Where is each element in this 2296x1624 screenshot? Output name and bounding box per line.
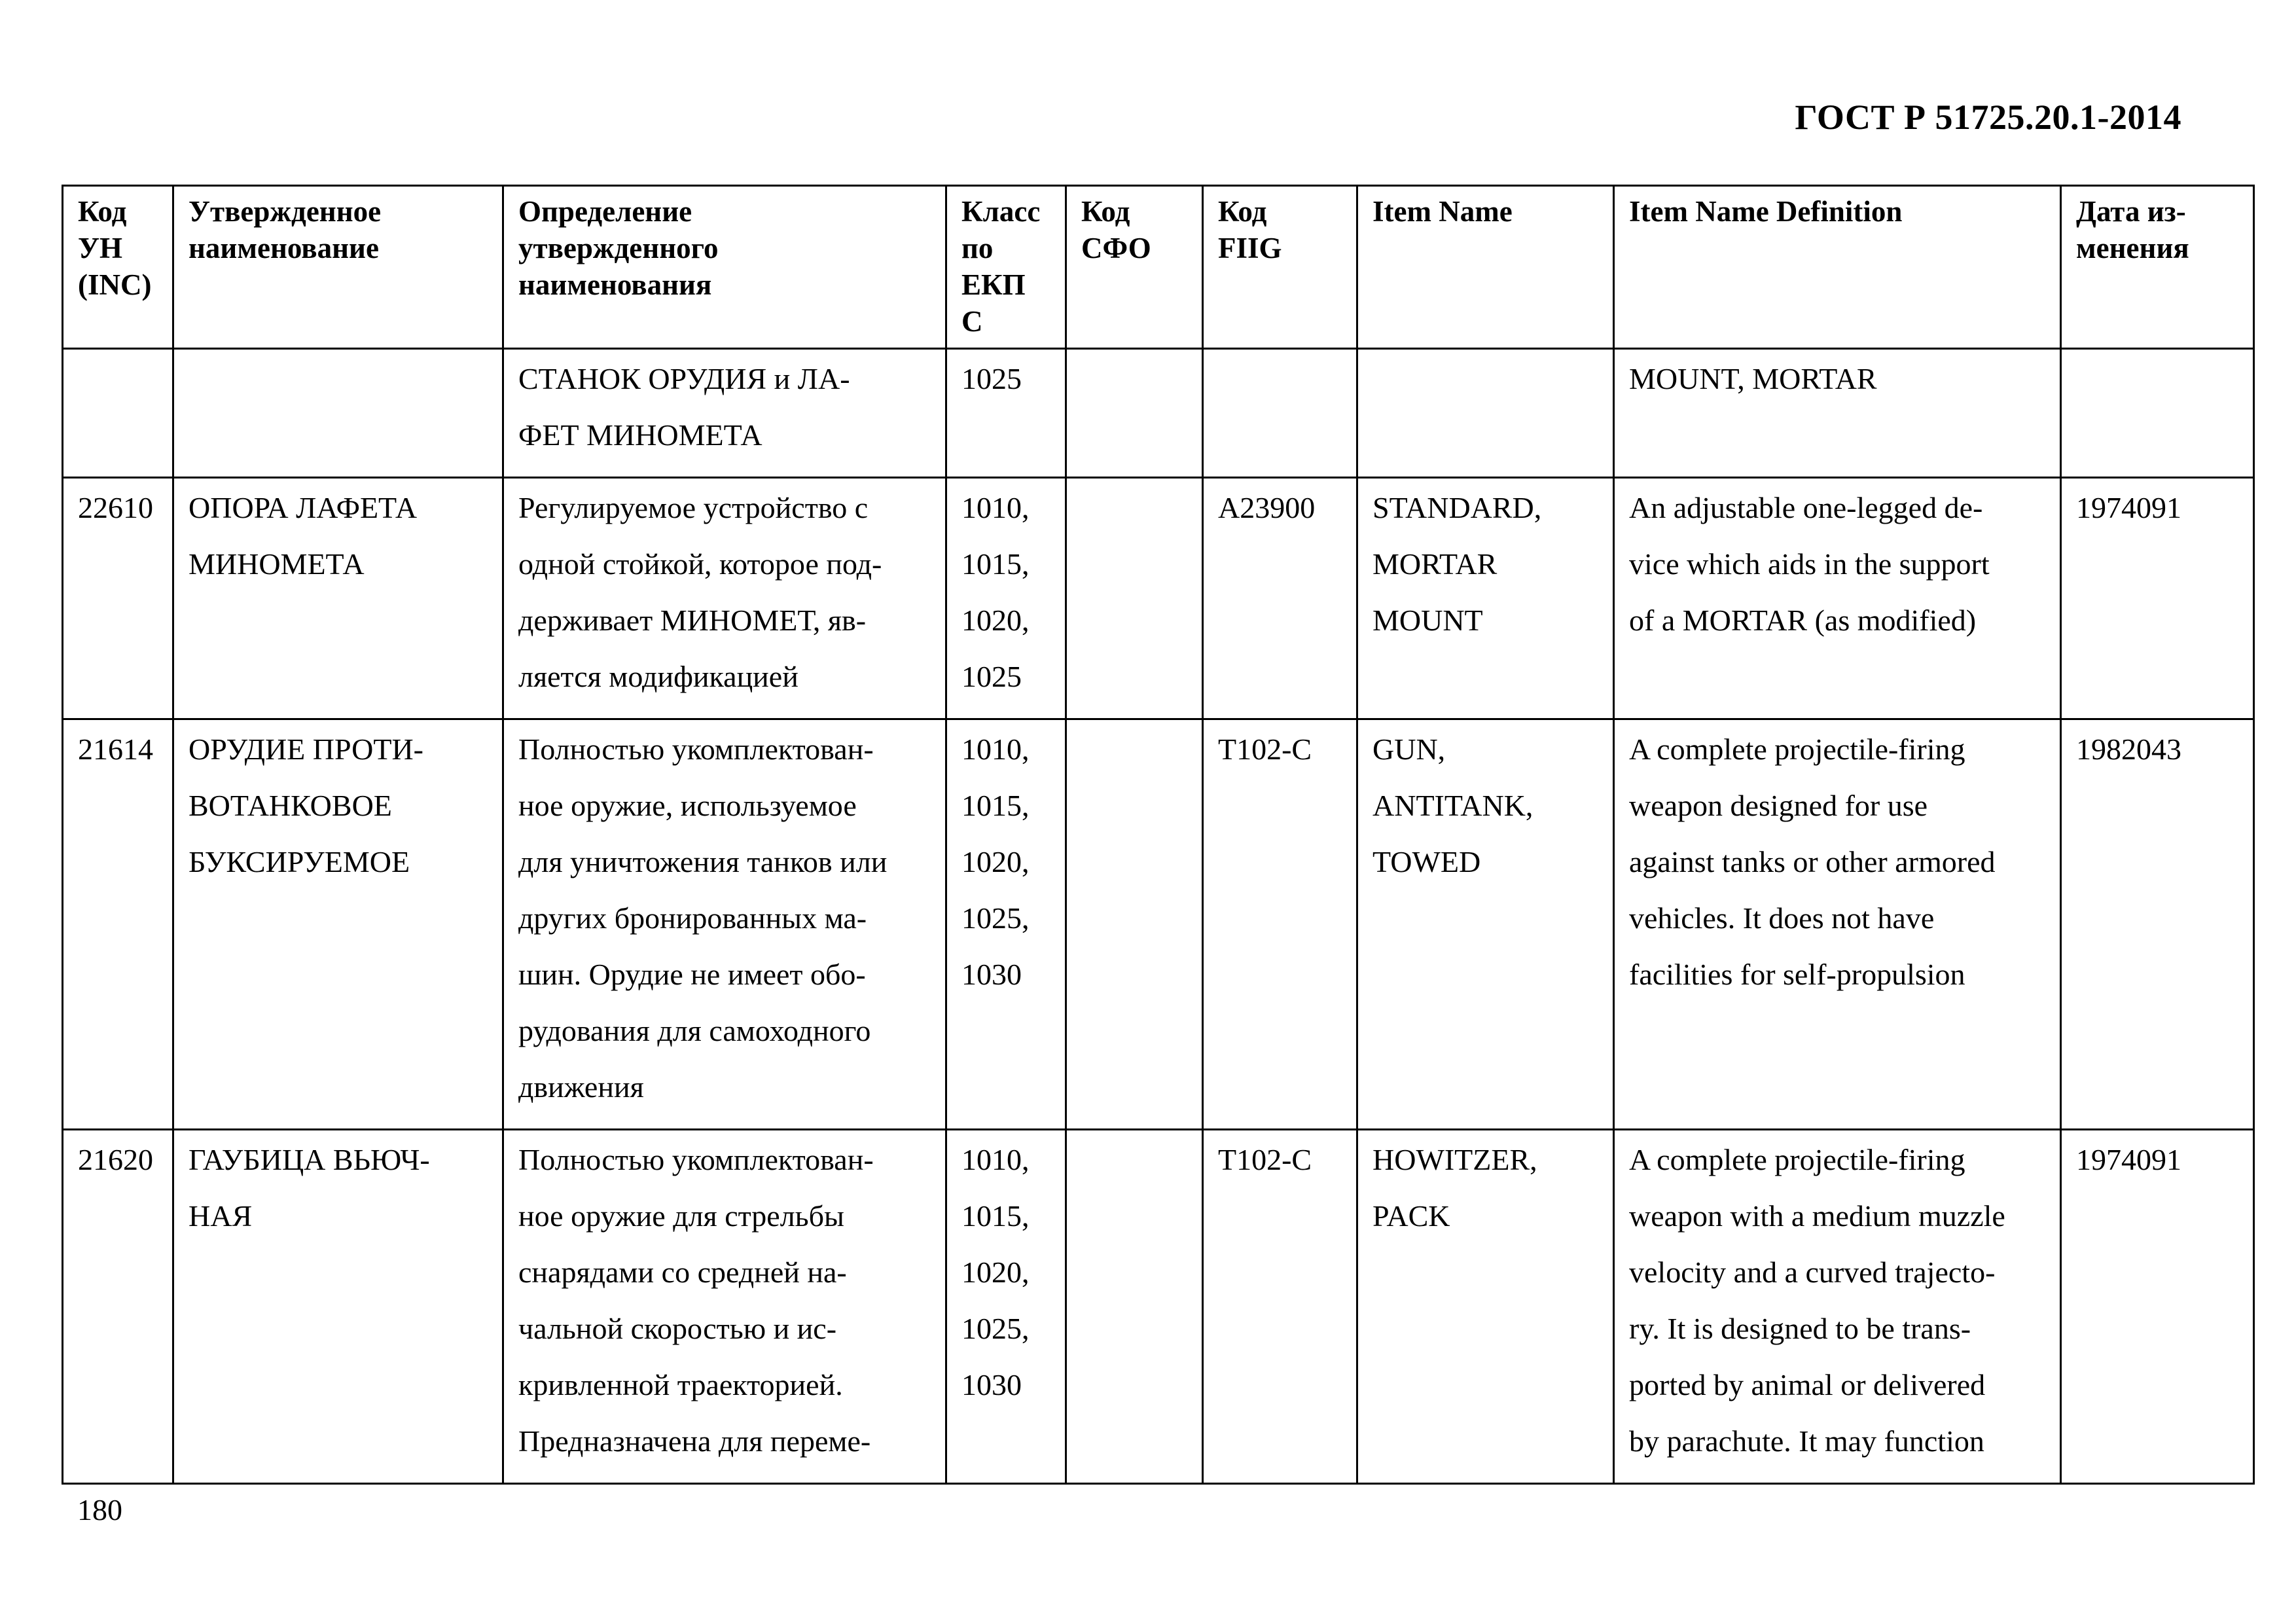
inc-cell bbox=[63, 719, 173, 1130]
cell-text-line: БУКСИРУЕМОЕ bbox=[188, 845, 410, 878]
table-body bbox=[63, 349, 2254, 1484]
cell-text-line: снарядами со средней на- bbox=[518, 1255, 847, 1289]
header-text-line: (INC) bbox=[78, 268, 152, 301]
cell-text-line: PACK bbox=[1372, 1199, 1450, 1233]
definition-cell bbox=[503, 1130, 946, 1484]
cell-text-line: MOUNT bbox=[1372, 604, 1483, 637]
header-text-line: Определение bbox=[518, 195, 692, 228]
page-number: 180 bbox=[77, 1493, 122, 1526]
cell-text-line: GUN, bbox=[1372, 732, 1446, 766]
inc-cell bbox=[63, 1130, 173, 1484]
definition-cell bbox=[503, 719, 946, 1130]
header-text-line: Код bbox=[78, 195, 127, 228]
sfo-cell bbox=[1066, 1130, 1203, 1484]
cell-text-line: Полностью укомплектован- bbox=[518, 732, 874, 766]
header-text-line: FIIG bbox=[1218, 232, 1282, 264]
cell-text-line: 21614 bbox=[78, 732, 153, 766]
item-definition-cell bbox=[1614, 478, 2061, 719]
item-name-cell bbox=[1357, 478, 1614, 719]
header-text-line: С bbox=[961, 305, 983, 338]
approved-name-cell bbox=[173, 719, 503, 1130]
cell-text-line: 1020, bbox=[961, 845, 1030, 878]
cell-text-line: движения bbox=[518, 1070, 644, 1104]
table-row bbox=[63, 478, 2254, 719]
cell-text-line: MOUNT, MORTAR bbox=[1629, 362, 1877, 395]
item-name-cell bbox=[1357, 719, 1614, 1130]
cell-text-line: A complete projectile-firing bbox=[1629, 1143, 1965, 1176]
header-text-line: Item Name bbox=[1372, 195, 1513, 228]
cell-text-line: для уничтожения танков или bbox=[518, 845, 888, 878]
cell-text-line: ANTITANK, bbox=[1372, 789, 1534, 822]
catalog-table bbox=[62, 185, 2255, 1485]
cell-text-line: TOWED bbox=[1372, 845, 1481, 878]
cell-text-line: других бронированных ма- bbox=[518, 901, 867, 935]
item-definition-cell bbox=[1614, 1130, 2061, 1484]
cell-text-line: ное оружие, используемое bbox=[518, 789, 857, 822]
header-col-inc bbox=[63, 186, 173, 349]
cell-text-line: of a MORTAR (as modified) bbox=[1629, 604, 1977, 637]
cell-text-line: кривленной траекторией. bbox=[518, 1368, 843, 1401]
cell-text-line: 1025, bbox=[961, 901, 1030, 935]
cell-text-line: A complete projectile-firing bbox=[1629, 732, 1965, 766]
table-header-row bbox=[63, 186, 2254, 349]
cell-text-line: ported by animal or delivered bbox=[1629, 1368, 1986, 1401]
item-definition-cell bbox=[1614, 719, 2061, 1130]
item-definition-cell bbox=[1614, 349, 2061, 478]
header-col-approved-name bbox=[173, 186, 503, 349]
fiig-cell bbox=[1203, 1130, 1357, 1484]
cell-text-line: СТАНОК ОРУДИЯ и ЛА- bbox=[518, 362, 850, 395]
cell-text-line: An adjustable one-legged de- bbox=[1629, 491, 1983, 524]
class-cell bbox=[946, 349, 1066, 478]
header-text-line: менения bbox=[2076, 232, 2189, 264]
cell-text-line: 22610 bbox=[78, 491, 153, 524]
header-text-line: Код bbox=[1218, 195, 1267, 228]
cell-text-line: МИНОМЕТА bbox=[188, 547, 365, 581]
cell-text-line: шин. Орудие не имеет обо- bbox=[518, 958, 866, 991]
cell-text-line: weapon designed for use bbox=[1629, 789, 1928, 822]
cell-text-line: velocity and a curved trajecto- bbox=[1629, 1255, 1996, 1289]
cell-text-line: Предназначена для переме- bbox=[518, 1424, 871, 1458]
cell-text-line: 1025 bbox=[961, 362, 1022, 395]
header-text-line: СФО bbox=[1081, 232, 1151, 264]
cell-text-line: 1974091 bbox=[2076, 1143, 2181, 1176]
item-name-cell bbox=[1357, 1130, 1614, 1484]
date-cell bbox=[2061, 478, 2254, 719]
cell-text-line: 1030 bbox=[961, 1368, 1022, 1401]
cell-text-line: 1020, bbox=[961, 604, 1030, 637]
header-col-definition bbox=[503, 186, 946, 349]
table-row bbox=[63, 1130, 2254, 1484]
header-text-line: Класс bbox=[961, 195, 1041, 228]
cell-text-line: HOWITZER, bbox=[1372, 1143, 1537, 1176]
fiig-cell bbox=[1203, 478, 1357, 719]
sfo-cell bbox=[1066, 349, 1203, 478]
header-text-line: по bbox=[961, 232, 994, 264]
class-cell bbox=[946, 1130, 1066, 1484]
cell-text-line: чальной скоростью и ис- bbox=[518, 1312, 837, 1345]
cell-text-line: 1982043 bbox=[2076, 732, 2181, 766]
cell-text-line: T102-C bbox=[1218, 732, 1312, 766]
cell-text-line: 21620 bbox=[78, 1143, 153, 1176]
header-col-date bbox=[2061, 186, 2254, 349]
approved-name-cell bbox=[173, 478, 503, 719]
header-col-item-name bbox=[1357, 186, 1614, 349]
cell-text-line: MORTAR bbox=[1372, 547, 1498, 581]
header-text-line: Item Name Definition bbox=[1629, 195, 1903, 228]
inc-cell bbox=[63, 349, 173, 478]
header-text-line: Утвержденное bbox=[188, 195, 382, 228]
header-text-line: Дата из- bbox=[2076, 195, 2186, 228]
cell-text-line: vice which aids in the support bbox=[1629, 547, 1990, 581]
definition-cell bbox=[503, 478, 946, 719]
header-text-line: наименования bbox=[518, 268, 712, 301]
cell-text-line: 1015, bbox=[961, 1199, 1030, 1233]
sfo-cell bbox=[1066, 719, 1203, 1130]
inc-cell bbox=[63, 478, 173, 719]
cell-text-line: 1015, bbox=[961, 547, 1030, 581]
fiig-cell bbox=[1203, 719, 1357, 1130]
header-col-fiig bbox=[1203, 186, 1357, 349]
cell-text-line: A23900 bbox=[1218, 491, 1316, 524]
cell-text-line: 1025 bbox=[961, 660, 1022, 693]
cell-text-line: НАЯ bbox=[188, 1199, 253, 1233]
cell-text-line: Полностью укомплектован- bbox=[518, 1143, 874, 1176]
document-designation: ГОСТ Р 51725.20.1-2014 bbox=[1795, 98, 2181, 137]
fiig-cell bbox=[1203, 349, 1357, 478]
table-row bbox=[63, 349, 2254, 478]
header-text-line: утвержденного bbox=[518, 232, 719, 264]
sfo-cell bbox=[1066, 478, 1203, 719]
item-name-cell bbox=[1357, 349, 1614, 478]
cell-text-line: ОПОРА ЛАФЕТА bbox=[188, 491, 418, 524]
cell-text-line: weapon with a medium muzzle bbox=[1629, 1199, 2005, 1233]
cell-text-line: 1010, bbox=[961, 491, 1030, 524]
date-cell bbox=[2061, 719, 2254, 1130]
cell-text-line: ное оружие для стрельбы bbox=[518, 1199, 844, 1233]
header-col-item-definition bbox=[1614, 186, 2061, 349]
cell-text-line: ry. It is designed to be trans- bbox=[1629, 1312, 1971, 1345]
cell-text-line: ОРУДИЕ ПРОТИ- bbox=[188, 732, 423, 766]
cell-text-line: одной стойкой, которое под- bbox=[518, 547, 882, 581]
header-text-line: ЕКП bbox=[961, 268, 1026, 301]
definition-cell bbox=[503, 349, 946, 478]
table-row bbox=[63, 719, 2254, 1130]
header-col-sfo bbox=[1066, 186, 1203, 349]
cell-text-line: 1010, bbox=[961, 1143, 1030, 1176]
cell-text-line: 1010, bbox=[961, 732, 1030, 766]
header-text-line: Код bbox=[1081, 195, 1130, 228]
cell-text-line: 1020, bbox=[961, 1255, 1030, 1289]
class-cell bbox=[946, 478, 1066, 719]
class-cell bbox=[946, 719, 1066, 1130]
cell-text-line: держивает МИНОМЕТ, яв- bbox=[518, 604, 867, 637]
cell-text-line: 1974091 bbox=[2076, 491, 2181, 524]
cell-text-line: рудования для самоходного bbox=[518, 1014, 871, 1047]
cell-text-line: ВОТАНКОВОЕ bbox=[188, 789, 392, 822]
date-cell bbox=[2061, 1130, 2254, 1484]
cell-text-line: ляется модификацией bbox=[518, 660, 798, 693]
cell-text-line: by parachute. It may function bbox=[1629, 1424, 1984, 1458]
date-cell bbox=[2061, 349, 2254, 478]
cell-text-line: ГАУБИЦА ВЬЮЧ- bbox=[188, 1143, 430, 1176]
cell-text-line: ФЕТ МИНОМЕТА bbox=[518, 418, 762, 452]
cell-text-line: 1025, bbox=[961, 1312, 1030, 1345]
approved-name-cell bbox=[173, 1130, 503, 1484]
cell-text-line: T102-C bbox=[1218, 1143, 1312, 1176]
cell-text-line: Регулируемое устройство с bbox=[518, 491, 869, 524]
cell-text-line: 1030 bbox=[961, 958, 1022, 991]
cell-text-line: against tanks or other armored bbox=[1629, 845, 1996, 878]
cell-text-line: facilities for self-propulsion bbox=[1629, 958, 1965, 991]
header-col-class bbox=[946, 186, 1066, 349]
approved-name-cell bbox=[173, 349, 503, 478]
header-text-line: наименование bbox=[188, 232, 379, 264]
cell-text-line: vehicles. It does not have bbox=[1629, 901, 1935, 935]
cell-text-line: 1015, bbox=[961, 789, 1030, 822]
header-text-line: УН bbox=[78, 232, 123, 264]
cell-text-line: STANDARD, bbox=[1372, 491, 1542, 524]
